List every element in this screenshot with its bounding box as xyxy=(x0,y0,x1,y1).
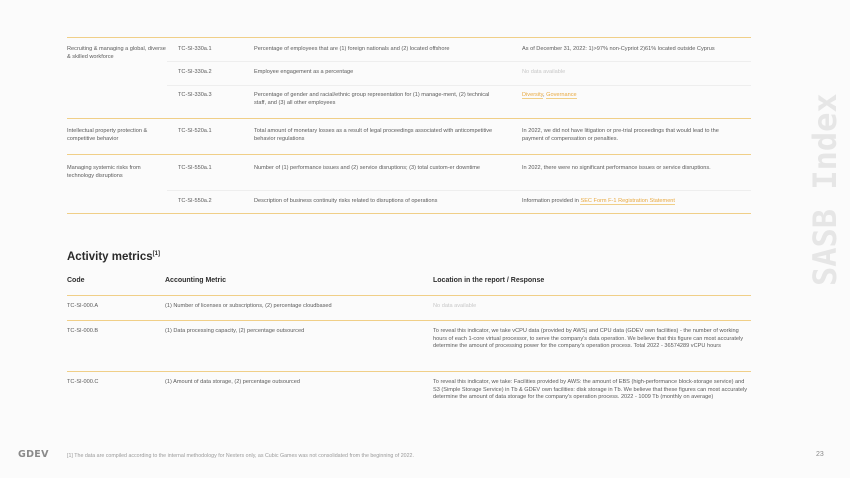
divider xyxy=(167,85,751,86)
code-cell: TC-SI-550a.2 xyxy=(178,198,212,204)
divider xyxy=(167,190,751,191)
divider xyxy=(67,37,751,38)
response-cell: To reveal this indicator, we take: Facilities provided by AWS: the amount of EBS (high-performance block-storage service) and S3 (Simple Storage Service) in Tb & GDEV own facilities: disk storage in Tb. We believe that these figures can most accurately determine the amount of data storage for the company's operation process. 2022 - 1009 Tb (monthly on average) xyxy=(433,379,748,401)
page-number: 23 xyxy=(816,451,824,458)
divider xyxy=(67,213,751,214)
code-cell: TC-SI-330a.1 xyxy=(178,46,212,52)
section-side-title: SASB Index xyxy=(806,93,844,286)
metric-cell: (1) Data processing capacity, (2) percentage outsourced xyxy=(165,328,305,334)
header-location: Location in the report / Response xyxy=(433,277,545,284)
response-cell xyxy=(522,92,577,100)
metric-cell: (1) Amount of data storage, (2) percentage outsourced xyxy=(165,379,300,385)
header-code: Code xyxy=(67,277,85,284)
heading-text: Activity metrics xyxy=(67,251,153,263)
divider xyxy=(67,371,751,372)
code-cell: TC-SI-550a.1 xyxy=(178,165,212,171)
activity-metrics-heading xyxy=(67,251,160,263)
header-metric: Accounting Metric xyxy=(165,277,227,284)
divider xyxy=(67,295,751,296)
metric-cell: Description of business continuity risks related to disruptions of operations xyxy=(254,198,438,204)
code-cell: TC-SI-330a.2 xyxy=(178,69,212,75)
response-cell: As of December 31, 2022: 1)>97% non-Cypriot 2)61% located outside Cyprus xyxy=(522,46,715,52)
metric-cell: Employee engagement as a percentage xyxy=(254,69,354,75)
response-cell: No data available xyxy=(433,303,477,309)
separator: , xyxy=(543,92,547,98)
footnote: [1] The data are compiled according to the internal methodology for Nexters only, as Cubic Games was not consolidated from the beginning of 2022. xyxy=(67,453,414,459)
topic-cell: Recruiting & managing a global, diverse & skilled workforce xyxy=(67,46,166,60)
topic-cell: Managing systemic risks from technology disruptions xyxy=(67,165,141,179)
metric-cell: Percentage of gender and racial/ethnic group representation for (1) manage-ment, (2) technical staff, and (3) all other employees xyxy=(254,92,490,106)
diversity-link[interactable]: Diversity xyxy=(522,92,544,98)
divider xyxy=(67,154,751,155)
footnote-mark: [1] xyxy=(152,251,160,258)
governance-link[interactable]: Governance xyxy=(546,92,577,98)
metric-cell: Percentage of employees that are (1) foreign nationals and (2) located offshore xyxy=(254,46,450,52)
code-cell: TC-SI-000.C xyxy=(67,379,99,385)
response-prefix: Information provided in xyxy=(522,198,581,204)
response-cell: To reveal this indicator, we take vCPU data (provided by AWS) and CPU data (GDEV own facilities) - the number of working hours of each 1-core virtual processor, to serve the company's data operation. We believe that this figure can most accurately determine the amount of processing power for the company's operation process. Total 2022 - 36574289 vCPU hours xyxy=(433,328,744,350)
code-cell: TC-SI-000.A xyxy=(67,303,99,309)
divider xyxy=(67,320,751,321)
gdev-logo: GDEV xyxy=(18,449,49,460)
code-cell: TC-SI-000.B xyxy=(67,328,99,334)
response-cell: No data available xyxy=(522,69,566,75)
sec-form-link[interactable]: SEC Form F-1 Registration Statement xyxy=(580,198,675,204)
response-cell xyxy=(522,198,675,206)
metric-cell: Number of (1) performance issues and (2) service disruptions; (3) total custom-er downtime xyxy=(254,165,481,171)
topic-cell: Intellectual property protection & competitive behavior xyxy=(67,128,148,142)
divider xyxy=(167,61,751,62)
code-cell: TC-SI-520a.1 xyxy=(178,128,212,134)
response-cell: In 2022, we did not have litigation or pre-trial proceedings that would lead to the payment of compensation or penalties. xyxy=(522,128,719,142)
metric-cell: (1) Number of licenses or subscriptions, (2) percentage cloudbased xyxy=(165,303,332,309)
metric-cell: Total amount of monetary losses as a result of legal proceedings associated with anticompetitive behavior regulations xyxy=(254,128,493,142)
divider xyxy=(67,118,751,119)
code-cell: TC-SI-330a.3 xyxy=(178,92,212,98)
response-cell: In 2022, there were no significant performance issues or service disruptions. xyxy=(522,165,711,171)
